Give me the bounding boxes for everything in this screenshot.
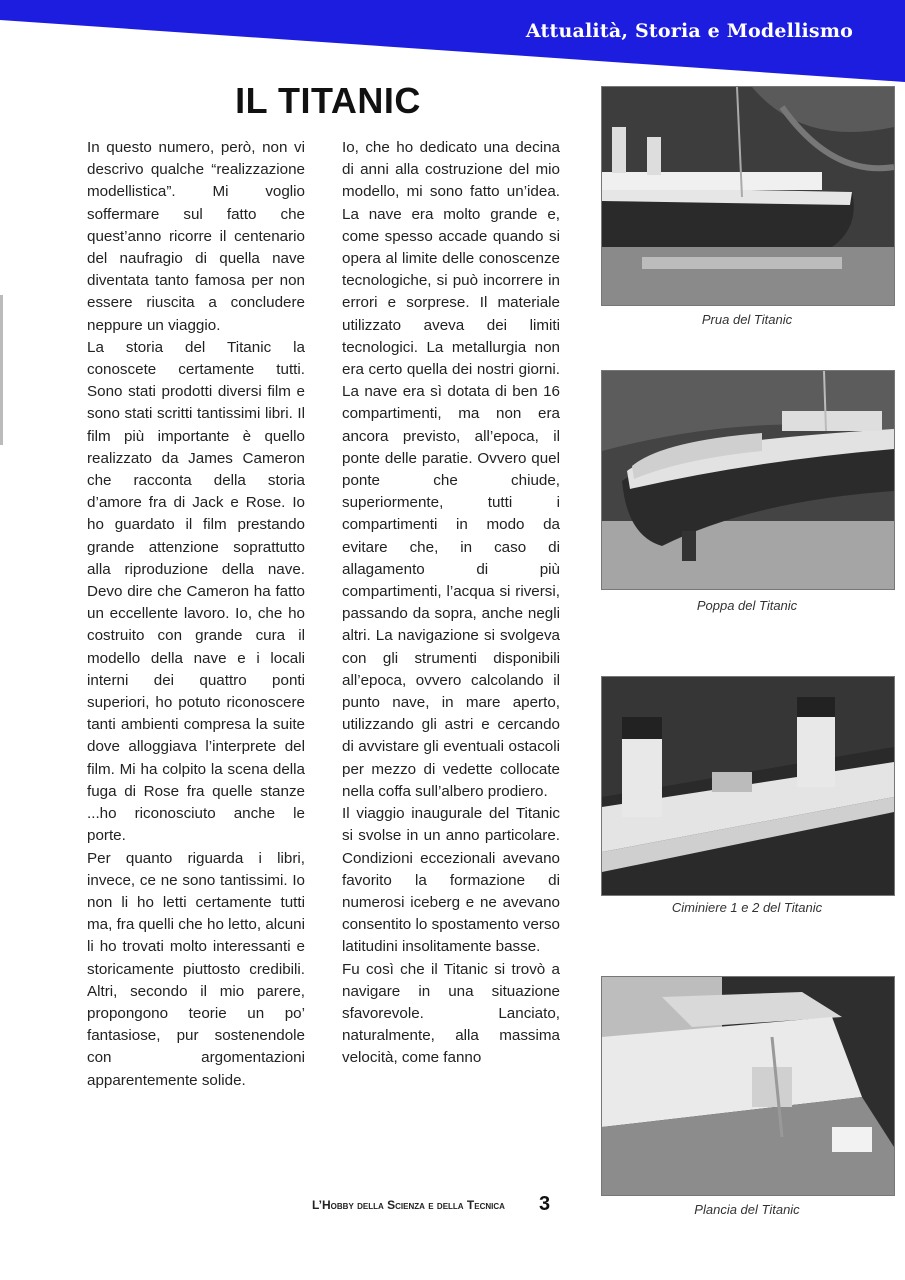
article-title: IL TITANIC	[235, 80, 421, 121]
publication-name: Hobby della Scienza e della Tecnica	[322, 1198, 505, 1212]
ship-stern-photo	[601, 370, 895, 590]
page-edge-mark	[0, 295, 3, 445]
photo-caption: Plancia del Titanic	[694, 1202, 800, 1217]
photo-caption: Ciminiere 1 e 2 del Titanic	[671, 900, 823, 915]
photo-caption: Poppa del Titanic	[696, 598, 798, 613]
publication-footer	[312, 1198, 505, 1212]
paragraph: Per quanto riguarda i libri, invece, ce ne sono tantissimi. Io non li ho letti certamente tutti ma, fra quelli che ho letto, alcuni li ho trovati molto interessanti e storicamente piuttosto credibili. Altri, secondo il mio parere, propongono teorie un po’ fantasiose, pur sostenendole con argomentazioni apparentemente solide.	[87, 849, 305, 1089]
ship-bow-photo	[601, 86, 895, 306]
ship-funnels-photo	[601, 676, 895, 896]
paragraph: Il viaggio inaugurale del Titanic si svolse in un anno particolare. Condizioni eccezionali avevano favorito la formazione di numerosi iceberg e ne avevano consentito lo spostamento verso latitudini insolitamente basse.	[342, 805, 560, 956]
page-number: 3	[539, 1193, 551, 1215]
publication-prefix: L’	[312, 1198, 323, 1212]
paragraph: Io, che ho dedicato una decina di anni alla costruzione del mio modello, mi sono fatto un’idea. La nave era molto grande e, come spesso accade quando si opera al limite delle conoscenze tecnologiche, si può incorrere in errori e sorprese. Il materiale utilizzato aveva dei limiti tecnologici. La metallurgia non era certo quella dei nostri giorni. La nave era sì dotata di ben 16 compartimenti, ma non era ancora previsto, all’epoca, il ponte delle paratie. Ovvero quel ponte che chiude, superiormente, tutti i compartimenti in modo da evitare che, in caso di allagamento di più compartimenti, l’acqua si riversi, passando da sopra, anche negli altri. La navigazione si svolgeva con gli strumenti disponibili all’epoca, ovvero calcolando il punto nave, in mare aperto, utilizzando gli astri e cercando di avvistare gli eventuali ostacoli per mezzo di vedette collocate nella coffa sull’albero prodiero.	[342, 139, 560, 800]
article-column-right	[342, 137, 560, 1070]
paragraph: In questo numero, però, non vi descrivo qualche “realizzazione modellistica”. Mi voglio soffermare sul fatto che quest’anno ricorre il centenario del naufragio di quella nave diventata tanto famosa per non essere riuscita a concludere neppure un viaggio.	[87, 139, 305, 334]
photo-caption: Prua del Titanic	[701, 312, 793, 327]
paragraph: La storia del Titanic la conoscete certamente tutti. Sono stati prodotti diversi film e sono stati scritti tantissimi libri. Il film più importante è quello realizzato da James Cameron che racconta della storia d’amore fra di Jack e Rose. Io ho guardato il film prestando grande attenzione soprattutto alla riproduzione della nave. Devo dire che Cameron ha fatto un eccellente lavoro. Io, che ho costruito con grande cura il modello della nave e i locali interni dei quattro ponti superiori, ho potuto riconoscere tanti ambienti compresa la suite dove alloggiava l’interprete del film. Mi ha colpito la scena della fuga di Rose fra quelle stanze ...ho riconosciuto anche le porte.	[87, 338, 305, 845]
paragraph: Fu così che il Titanic si trovò a navigare in una situazione sfavorevole. Lanciato, naturalmente, alla massima velocità, come fanno	[342, 960, 560, 1067]
section-title: Attualità, Storia e Modellismo	[525, 20, 853, 42]
header-band	[0, 0, 905, 90]
article-column-left	[87, 137, 305, 1092]
ship-bridge-photo	[601, 976, 895, 1196]
